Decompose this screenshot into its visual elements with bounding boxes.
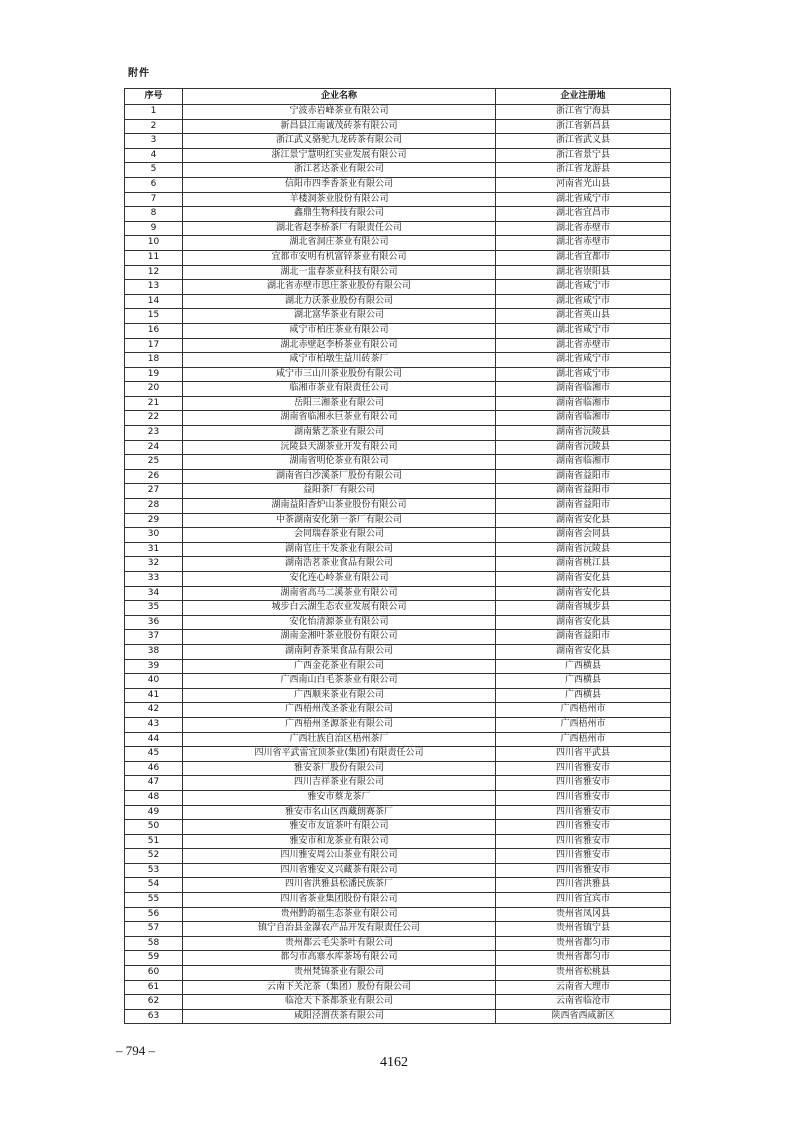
registered-location: 湖南省安化县 bbox=[496, 572, 671, 587]
company-name: 贵州黔韵福生态茶业有限公司 bbox=[183, 907, 496, 922]
company-name: 宁波赤岩峰茶业有限公司 bbox=[183, 105, 496, 120]
row-index: 63 bbox=[125, 1009, 183, 1024]
company-name: 沅陵县天湖茶业开发有限公司 bbox=[183, 440, 496, 455]
row-index: 50 bbox=[125, 820, 183, 835]
table-row bbox=[125, 396, 671, 411]
row-index: 2 bbox=[125, 119, 183, 134]
row-index: 53 bbox=[125, 863, 183, 878]
row-index: 15 bbox=[125, 309, 183, 324]
row-index: 23 bbox=[125, 426, 183, 441]
table-row bbox=[125, 951, 671, 966]
registered-location: 四川省平武县 bbox=[496, 747, 671, 762]
company-name: 湖南阿香茶果食品有限公司 bbox=[183, 644, 496, 659]
registered-location: 湖南省桃江县 bbox=[496, 557, 671, 572]
registered-location: 广西梧州市 bbox=[496, 703, 671, 718]
company-name: 益阳茶厂有限公司 bbox=[183, 484, 496, 499]
row-index: 9 bbox=[125, 221, 183, 236]
registered-location: 湖南省益阳市 bbox=[496, 484, 671, 499]
registered-location: 浙江省宁海县 bbox=[496, 105, 671, 120]
table-row bbox=[125, 805, 671, 820]
row-index: 59 bbox=[125, 951, 183, 966]
row-index: 34 bbox=[125, 586, 183, 601]
table-row bbox=[125, 440, 671, 455]
row-index: 35 bbox=[125, 601, 183, 616]
registered-location: 湖北省英山县 bbox=[496, 309, 671, 324]
header-company-name: 企业名称 bbox=[183, 89, 496, 105]
company-name: 城步白云湖生态农业发展有限公司 bbox=[183, 601, 496, 616]
table-row bbox=[125, 761, 671, 776]
table-row bbox=[125, 834, 671, 849]
registered-location: 四川省洪雅县 bbox=[496, 878, 671, 893]
company-name: 镇宁自治县金瀑农产品开发有限责任公司 bbox=[183, 922, 496, 937]
registered-location: 陕西省西咸新区 bbox=[496, 1009, 671, 1024]
company-name: 浙江茗达茶业有限公司 bbox=[183, 163, 496, 178]
row-index: 6 bbox=[125, 177, 183, 192]
company-name: 湖北赤壁赵李桥茶业有限公司 bbox=[183, 338, 496, 353]
row-index: 44 bbox=[125, 732, 183, 747]
row-index: 32 bbox=[125, 557, 183, 572]
registered-location: 四川省雅安市 bbox=[496, 790, 671, 805]
row-index: 55 bbox=[125, 893, 183, 908]
company-name: 湖南金湘叶茶业股份有限公司 bbox=[183, 630, 496, 645]
table-row bbox=[125, 674, 671, 689]
row-index: 13 bbox=[125, 280, 183, 295]
company-name: 湖北富华茶业有限公司 bbox=[183, 309, 496, 324]
company-name: 湖南益阳香炉山茶业股份有限公司 bbox=[183, 499, 496, 514]
table-row bbox=[125, 995, 671, 1010]
company-name: 四川省茶业集团股份有限公司 bbox=[183, 893, 496, 908]
company-name: 雅安市友谊茶叶有限公司 bbox=[183, 820, 496, 835]
table-row bbox=[125, 557, 671, 572]
row-index: 30 bbox=[125, 528, 183, 543]
table-row bbox=[125, 878, 671, 893]
registered-location: 四川省雅安市 bbox=[496, 761, 671, 776]
company-name: 临湘市茶业有限责任公司 bbox=[183, 382, 496, 397]
table-row bbox=[125, 980, 671, 995]
registered-location: 云南省大理市 bbox=[496, 980, 671, 995]
table-row bbox=[125, 1009, 671, 1024]
company-name: 雅安茶厂股份有限公司 bbox=[183, 761, 496, 776]
table-row bbox=[125, 513, 671, 528]
row-index: 20 bbox=[125, 382, 183, 397]
row-index: 48 bbox=[125, 790, 183, 805]
company-name: 安化怡清源茶业有限公司 bbox=[183, 615, 496, 630]
registered-location: 湖北省咸宁市 bbox=[496, 294, 671, 309]
header-registered-location: 企业注册地 bbox=[496, 89, 671, 105]
table-row bbox=[125, 528, 671, 543]
enterprise-table bbox=[124, 88, 671, 1024]
row-index: 12 bbox=[125, 265, 183, 280]
registered-location: 广西横县 bbox=[496, 674, 671, 689]
registered-location: 贵州省都匀市 bbox=[496, 951, 671, 966]
row-index: 25 bbox=[125, 455, 183, 470]
registered-location: 湖北省咸宁市 bbox=[496, 192, 671, 207]
registered-location: 湖北省咸宁市 bbox=[496, 323, 671, 338]
registered-location: 广西梧州市 bbox=[496, 717, 671, 732]
company-name: 四川雅安周公山茶业有限公司 bbox=[183, 849, 496, 864]
table-row bbox=[125, 644, 671, 659]
row-index: 41 bbox=[125, 688, 183, 703]
registered-location: 四川省雅安市 bbox=[496, 805, 671, 820]
registered-location: 湖南省益阳市 bbox=[496, 630, 671, 645]
company-name: 湖北一盅春茶业科技有限公司 bbox=[183, 265, 496, 280]
registered-location: 贵州省都匀市 bbox=[496, 936, 671, 951]
table-row bbox=[125, 922, 671, 937]
table-row bbox=[125, 820, 671, 835]
company-name: 湖南紫艺茶业有限公司 bbox=[183, 426, 496, 441]
table-row bbox=[125, 338, 671, 353]
table-row bbox=[125, 936, 671, 951]
table-row bbox=[125, 119, 671, 134]
company-name: 贵州都云毛尖茶叶有限公司 bbox=[183, 936, 496, 951]
company-name: 四川吉祥茶业有限公司 bbox=[183, 776, 496, 791]
registered-location: 湖南省沅陵县 bbox=[496, 440, 671, 455]
table-row bbox=[125, 469, 671, 484]
company-name: 湖南省白沙溪茶厂股份有限公司 bbox=[183, 469, 496, 484]
company-name: 咸宁市三山川茶业股份有限公司 bbox=[183, 367, 496, 382]
table-body bbox=[125, 105, 671, 1024]
table-row bbox=[125, 601, 671, 616]
page-number: – 794 – bbox=[116, 1043, 155, 1058]
registered-location: 四川省雅安市 bbox=[496, 863, 671, 878]
registered-location: 湖南省安化县 bbox=[496, 513, 671, 528]
table-row bbox=[125, 367, 671, 382]
company-name: 四川省雅安义兴藏茶有限公司 bbox=[183, 863, 496, 878]
table-row bbox=[125, 134, 671, 149]
registered-location: 四川省雅安市 bbox=[496, 820, 671, 835]
table-row bbox=[125, 236, 671, 251]
company-name: 都匀市高寨水库茶场有限公司 bbox=[183, 951, 496, 966]
registered-location: 四川省雅安市 bbox=[496, 849, 671, 864]
company-name: 贵州梵锦茶业有限公司 bbox=[183, 966, 496, 981]
table-row bbox=[125, 966, 671, 981]
registered-location: 湖南省会同县 bbox=[496, 528, 671, 543]
row-index: 49 bbox=[125, 805, 183, 820]
company-name: 雅安市名山区西藏朗赛茶厂 bbox=[183, 805, 496, 820]
row-index: 33 bbox=[125, 572, 183, 587]
row-index: 21 bbox=[125, 396, 183, 411]
company-name: 岳阳三湘茶业有限公司 bbox=[183, 396, 496, 411]
registered-location: 湖北省宜昌市 bbox=[496, 207, 671, 222]
company-name: 湖南官庄干发茶业有限公司 bbox=[183, 542, 496, 557]
company-name: 湖北省赤壁市思庄茶业股份有限公司 bbox=[183, 280, 496, 295]
table-row bbox=[125, 411, 671, 426]
registered-location: 湖北省咸宁市 bbox=[496, 280, 671, 295]
row-index: 16 bbox=[125, 323, 183, 338]
row-index: 28 bbox=[125, 499, 183, 514]
table-row bbox=[125, 499, 671, 514]
table-row bbox=[125, 163, 671, 178]
registered-location: 广西横县 bbox=[496, 688, 671, 703]
registered-location: 河南省光山县 bbox=[496, 177, 671, 192]
table-row bbox=[125, 382, 671, 397]
table-row bbox=[125, 192, 671, 207]
table-row bbox=[125, 309, 671, 324]
registered-location: 湖南省沅陵县 bbox=[496, 542, 671, 557]
registered-location: 湖北省赤壁市 bbox=[496, 236, 671, 251]
table-row bbox=[125, 280, 671, 295]
registered-location: 四川省宜宾市 bbox=[496, 893, 671, 908]
table-row bbox=[125, 148, 671, 163]
company-name: 湖北力沃茶业股份有限公司 bbox=[183, 294, 496, 309]
row-index: 62 bbox=[125, 995, 183, 1010]
company-name: 临沧天下茶都茶业有限公司 bbox=[183, 995, 496, 1010]
row-index: 57 bbox=[125, 922, 183, 937]
row-index: 10 bbox=[125, 236, 183, 251]
registered-location: 湖北省赤壁市 bbox=[496, 338, 671, 353]
table-row bbox=[125, 484, 671, 499]
table-row bbox=[125, 717, 671, 732]
table-row bbox=[125, 863, 671, 878]
company-name: 咸宁市柏庄茶业有限公司 bbox=[183, 323, 496, 338]
company-name: 湖南浩茗茶业食品有限公司 bbox=[183, 557, 496, 572]
table-row bbox=[125, 893, 671, 908]
row-index: 3 bbox=[125, 134, 183, 149]
company-name: 咸宁市柏墩生益川砖茶厂 bbox=[183, 353, 496, 368]
company-name: 广西壮族自治区梧州茶厂 bbox=[183, 732, 496, 747]
annex-label: 附件 bbox=[128, 68, 150, 79]
row-index: 36 bbox=[125, 615, 183, 630]
row-index: 24 bbox=[125, 440, 183, 455]
row-index: 4 bbox=[125, 148, 183, 163]
table-row bbox=[125, 207, 671, 222]
company-name: 广西南山白毛茶茶业有限公司 bbox=[183, 674, 496, 689]
row-index: 60 bbox=[125, 966, 183, 981]
row-index: 58 bbox=[125, 936, 183, 951]
registered-location: 湖南省安化县 bbox=[496, 615, 671, 630]
row-index: 5 bbox=[125, 163, 183, 178]
company-name: 云南下关沱茶（集团）股份有限公司 bbox=[183, 980, 496, 995]
registered-location: 湖南省临湘市 bbox=[496, 382, 671, 397]
registered-location: 广西横县 bbox=[496, 659, 671, 674]
registered-location: 贵州省凤冈县 bbox=[496, 907, 671, 922]
registered-location: 浙江省景宁县 bbox=[496, 148, 671, 163]
row-index: 43 bbox=[125, 717, 183, 732]
company-name: 广西金花茶业有限公司 bbox=[183, 659, 496, 674]
registered-location: 广西梧州市 bbox=[496, 732, 671, 747]
row-index: 46 bbox=[125, 761, 183, 776]
company-name: 广西梧州茂圣茶业有限公司 bbox=[183, 703, 496, 718]
row-index: 45 bbox=[125, 747, 183, 762]
registered-location: 湖南省临湘市 bbox=[496, 396, 671, 411]
registered-location: 湖北省咸宁市 bbox=[496, 353, 671, 368]
registered-location: 湖南省益阳市 bbox=[496, 469, 671, 484]
registered-location: 湖南省益阳市 bbox=[496, 499, 671, 514]
row-index: 38 bbox=[125, 644, 183, 659]
company-name: 信阳市四季香茶业有限公司 bbox=[183, 177, 496, 192]
registered-location: 湖北省咸宁市 bbox=[496, 367, 671, 382]
registered-location: 湖南省临湘市 bbox=[496, 411, 671, 426]
table-header-row bbox=[125, 89, 671, 105]
row-index: 26 bbox=[125, 469, 183, 484]
row-index: 22 bbox=[125, 411, 183, 426]
registered-location: 湖北省赤壁市 bbox=[496, 221, 671, 236]
row-index: 19 bbox=[125, 367, 183, 382]
row-index: 40 bbox=[125, 674, 183, 689]
registered-location: 贵州省镇宁县 bbox=[496, 922, 671, 937]
company-name: 湖北省洞庄茶业有限公司 bbox=[183, 236, 496, 251]
header-index: 序号 bbox=[125, 89, 183, 105]
table-row bbox=[125, 703, 671, 718]
company-name: 四川省洪雅县松潘民族茶厂 bbox=[183, 878, 496, 893]
table-row bbox=[125, 455, 671, 470]
registered-location: 湖南省临湘市 bbox=[496, 455, 671, 470]
company-name: 湖南省临湘永巨茶业有限公司 bbox=[183, 411, 496, 426]
company-name: 浙江武义骆驼九龙砖茶有限公司 bbox=[183, 134, 496, 149]
table-row bbox=[125, 732, 671, 747]
row-index: 18 bbox=[125, 353, 183, 368]
table-row bbox=[125, 294, 671, 309]
row-index: 47 bbox=[125, 776, 183, 791]
company-name: 新昌县江南诚茂砖茶有限公司 bbox=[183, 119, 496, 134]
row-index: 1 bbox=[125, 105, 183, 120]
company-name: 中茶湖南安化第一茶厂有限公司 bbox=[183, 513, 496, 528]
registered-location: 湖南省城步县 bbox=[496, 601, 671, 616]
registered-location: 云南省临沧市 bbox=[496, 995, 671, 1010]
table-row bbox=[125, 250, 671, 265]
company-name: 宜都市安明有机富锌茶业有限公司 bbox=[183, 250, 496, 265]
row-index: 54 bbox=[125, 878, 183, 893]
table-row bbox=[125, 177, 671, 192]
company-name: 广西顺来茶业有限公司 bbox=[183, 688, 496, 703]
table-row bbox=[125, 659, 671, 674]
table-row bbox=[125, 688, 671, 703]
company-name: 湖南省高马二溪茶业有限公司 bbox=[183, 586, 496, 601]
row-index: 27 bbox=[125, 484, 183, 499]
table-row bbox=[125, 586, 671, 601]
registered-location: 湖南省沅陵县 bbox=[496, 426, 671, 441]
row-index: 29 bbox=[125, 513, 183, 528]
company-name: 咸阳泾渭茯茶有限公司 bbox=[183, 1009, 496, 1024]
company-name: 湖南省明伦茶业有限公司 bbox=[183, 455, 496, 470]
row-index: 51 bbox=[125, 834, 183, 849]
table-row bbox=[125, 353, 671, 368]
table-row bbox=[125, 265, 671, 280]
row-index: 17 bbox=[125, 338, 183, 353]
row-index: 37 bbox=[125, 630, 183, 645]
table-row bbox=[125, 572, 671, 587]
table-row bbox=[125, 630, 671, 645]
registered-location: 湖北省崇阳县 bbox=[496, 265, 671, 280]
row-index: 8 bbox=[125, 207, 183, 222]
row-index: 11 bbox=[125, 250, 183, 265]
table-row bbox=[125, 907, 671, 922]
company-name: 湖北省赵李桥茶厂有限责任公司 bbox=[183, 221, 496, 236]
sheet-number: 4162 bbox=[380, 1055, 408, 1070]
table-row bbox=[125, 615, 671, 630]
row-index: 7 bbox=[125, 192, 183, 207]
table-row bbox=[125, 790, 671, 805]
table-row bbox=[125, 105, 671, 120]
registered-location: 四川省雅安市 bbox=[496, 776, 671, 791]
company-name: 羊楼洞茶业股份有限公司 bbox=[183, 192, 496, 207]
company-name: 安化连心岭茶业有限公司 bbox=[183, 572, 496, 587]
company-name: 鑫鼎生物科技有限公司 bbox=[183, 207, 496, 222]
company-name: 会同瑞春茶业有限公司 bbox=[183, 528, 496, 543]
table-row bbox=[125, 323, 671, 338]
company-name: 浙江景宁慧明红实业发展有限公司 bbox=[183, 148, 496, 163]
row-index: 42 bbox=[125, 703, 183, 718]
company-name: 四川省平武雷宜顶茶业(集团)有限责任公司 bbox=[183, 747, 496, 762]
row-index: 52 bbox=[125, 849, 183, 864]
row-index: 39 bbox=[125, 659, 183, 674]
registered-location: 浙江省武义县 bbox=[496, 134, 671, 149]
table-row bbox=[125, 542, 671, 557]
row-index: 61 bbox=[125, 980, 183, 995]
company-name: 广西梧州圣源茶业有限公司 bbox=[183, 717, 496, 732]
company-name: 雅安市蔡龙茶厂 bbox=[183, 790, 496, 805]
registered-location: 湖南省安化县 bbox=[496, 586, 671, 601]
registered-location: 湖北省宜都市 bbox=[496, 250, 671, 265]
table-row bbox=[125, 849, 671, 864]
registered-location: 湖南省安化县 bbox=[496, 644, 671, 659]
row-index: 14 bbox=[125, 294, 183, 309]
row-index: 31 bbox=[125, 542, 183, 557]
table-row bbox=[125, 426, 671, 441]
row-index: 56 bbox=[125, 907, 183, 922]
company-name: 雅安市和龙茶业有限公司 bbox=[183, 834, 496, 849]
registered-location: 贵州省松桃县 bbox=[496, 966, 671, 981]
table-row bbox=[125, 776, 671, 791]
table-row bbox=[125, 747, 671, 762]
table-row bbox=[125, 221, 671, 236]
registered-location: 浙江省新昌县 bbox=[496, 119, 671, 134]
registered-location: 四川省雅安市 bbox=[496, 834, 671, 849]
registered-location: 浙江省龙游县 bbox=[496, 163, 671, 178]
